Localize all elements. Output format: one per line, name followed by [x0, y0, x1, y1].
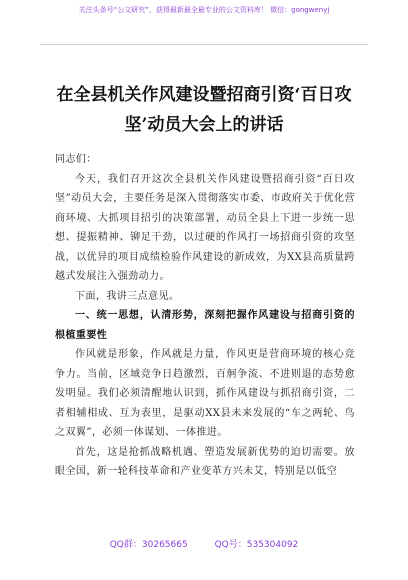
document-body [55, 150, 355, 482]
qq-group: QQ群：30265665 [109, 540, 188, 550]
body-paragraph: 首先，这是抢抓战略机遇、塑造发展新优势的迫切需要。放眼全国，新一轮科技革命和产业变革方兴未艾，特别是以低空 [55, 446, 355, 477]
promo-banner: 关注头条号“公文研究”，获得最新最全最专业的公文资料库！ 微信：gongwenyj [78, 6, 330, 14]
contact-footer [0, 537, 408, 550]
qq-number: QQ号：535304092 [214, 540, 299, 550]
body-paragraph: 作风就是形象，作风就是力量，作风更是营商环境的核心竞争力。当前，区域竞争日趋激烈，百舸争流、不进则退的态势愈发明显。我们必须清醒地认识到，抓作风建设与抓招商引资，二者相辅相成、互为表里，是驱动XX县未来发展的“车之两轮、鸟之双翼”，必须一体谋划、一体推进。 [55, 349, 355, 438]
document-title: 在全县机关作风建设暨招商引资‘百日攻坚’动员大会上的讲话 [56, 85, 352, 135]
header-divider [40, 44, 368, 45]
salutation: 同志们： [55, 154, 97, 165]
body-paragraph: 今天，我们召开这次全县机关作风建设暨招商引资“百日攻坚”动员大会，主要任务是深入贯彻落实市委、市政府关于优化营商环境、大抓项目招引的决策部署，动员全县上下进一步统一思想、提振精神、铆足干劲，以过硬的作风打一场招商引资的攻坚战，以优异的项目成绩检验作风建设的新成效，为XX县高质量跨越式发展注入强劲动力。 [55, 173, 355, 282]
body-paragraph: 下面，我讲三点意见。 [75, 290, 180, 302]
section-heading: 一、统一思想，认清形势，深刻把握作风建设与招商引资的根植重要性 [55, 310, 355, 341]
